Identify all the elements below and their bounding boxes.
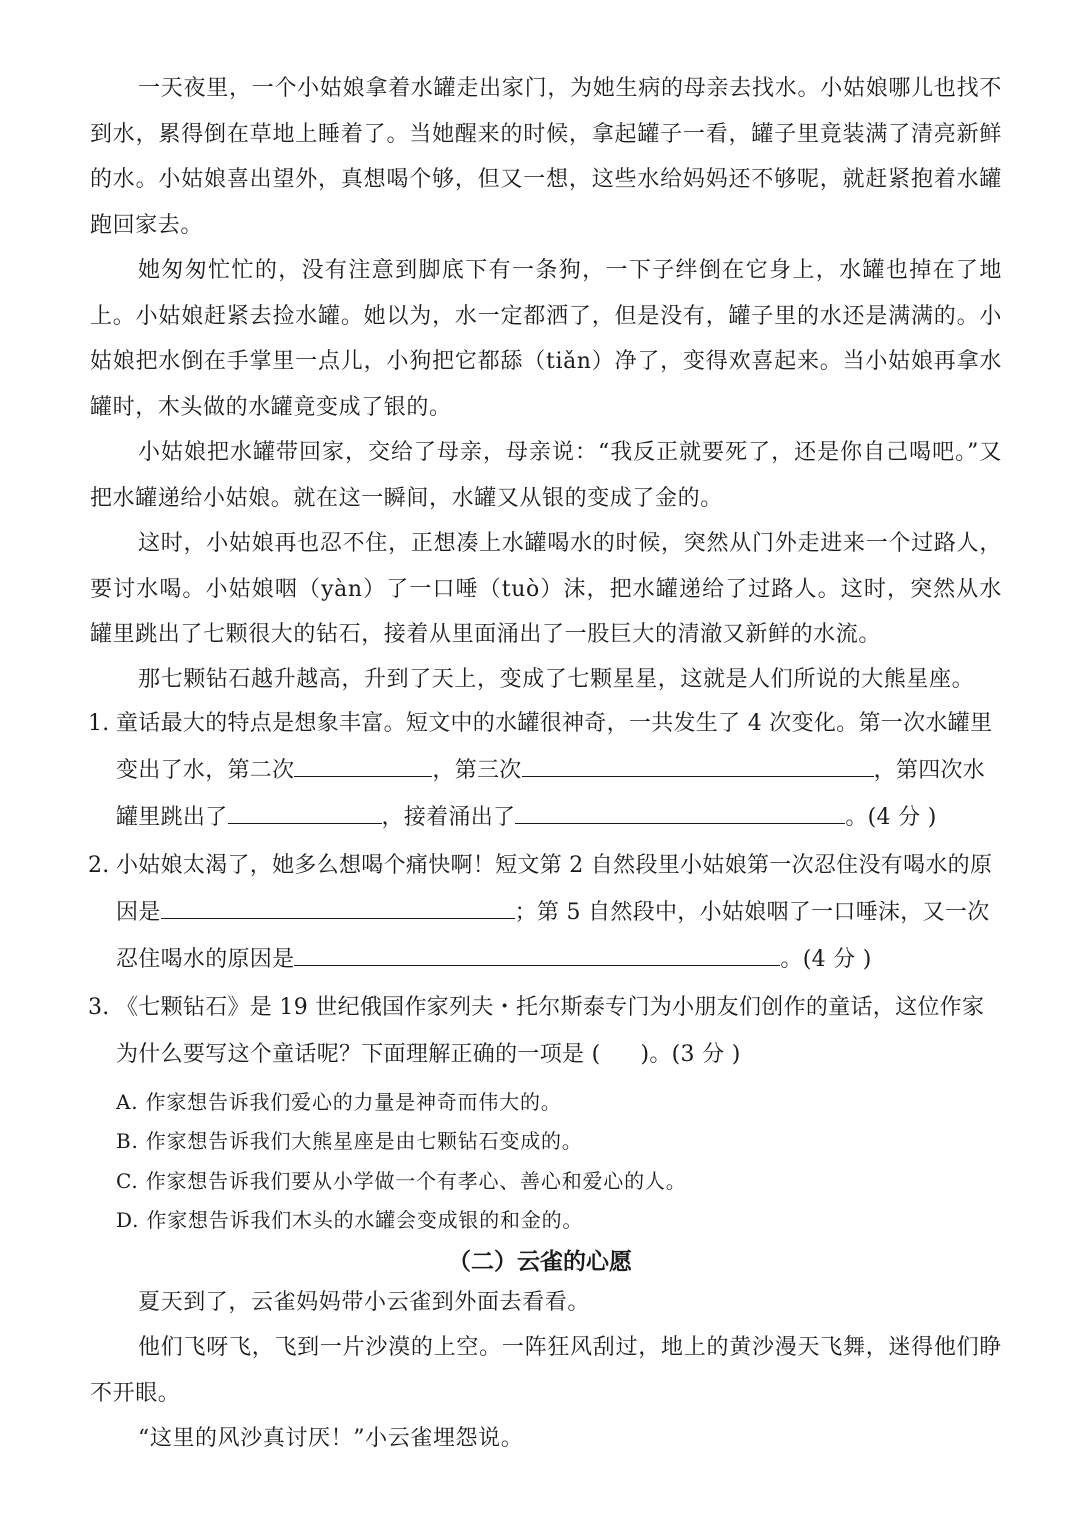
question-2 xyxy=(88,842,1002,983)
question-1 xyxy=(88,700,1002,841)
question-2-text-2a: 因是 xyxy=(116,900,161,925)
question-number: 2. xyxy=(88,853,110,878)
question-2-text: 小姑娘太渴了，她多么想喝个痛快啊！短文第 2 自然段里小姑娘第一次忍住没有喝水的原 xyxy=(116,853,993,878)
question-2-text-3a: 忍住喝水的原因是 xyxy=(116,947,295,972)
question-2-text-2b: ；第 5 自然段中，小姑娘咽了一口唾沫，又一次 xyxy=(514,900,990,925)
section2-paragraph-3: “这里的风沙真讨厌！”小云雀埋怨说。 xyxy=(138,1426,524,1451)
question-1-text: 童话最大的特点是想象丰富。短文中的水罐很神奇，一共发生了 4 次变化。第一次水罐里 xyxy=(116,711,993,736)
answer-blank-third-change[interactable] xyxy=(522,752,874,777)
question-3 xyxy=(88,984,1002,1078)
question-1-text-3b: ，接着涌出了 xyxy=(381,805,516,830)
question-1-text-2b: ，第三次 xyxy=(432,758,522,783)
question-1-text-3c: 。(4 分 ) xyxy=(845,805,937,830)
question-1-text-2c: ，第四次水 xyxy=(873,758,986,783)
answer-blank-second-change[interactable] xyxy=(294,752,432,777)
question-3-text-2a: 为什么要写这个童话呢？下面理解正确的一项是 ( xyxy=(116,1042,601,1067)
answer-blank-first-reason[interactable] xyxy=(161,894,515,919)
question-1-text-2a: 变出了水，第二次 xyxy=(116,758,295,783)
question-1-text-3a: 罐里跳出了 xyxy=(116,805,228,830)
question-2-text-3b: 。(4 分 ) xyxy=(780,947,872,972)
question-number: 3. xyxy=(88,995,110,1020)
question-3-text-2b: )。(3 分 ) xyxy=(640,1042,741,1067)
section-title: （二）云雀的心愿 xyxy=(448,1249,632,1275)
option-c[interactable]: C. 作家想告诉我们要从小学做一个有孝心、善心和爱心的人。 xyxy=(116,1169,687,1193)
story-paragraph-4: 这时，小姑娘再也忍不住，正想凑上水罐喝水的时候，突然从门外走进来一个过路人，要讨水喝。小姑娘咽（yàn）了一口唾（tuò）沫，把水罐递给了过路人。这时，突然从水罐里跳出了七颗很大的钻石，接着从里面涌出了一股巨大的清澈又新鲜的水流。 xyxy=(90,531,1002,647)
answer-blank-second-reason[interactable] xyxy=(294,941,780,966)
story-paragraph-1: 一天夜里，一个小姑娘拿着水罐走出家门，为她生病的母亲去找水。小姑娘哪儿也找不到水，累得倒在草地上睡着了。当她醒来的时候，拿起罐子一看，罐子里竟装满了清亮新鲜的水。小姑娘喜出望外，真想喝个够，但又一想，这些水给妈妈还不够呢，就赶紧抱着水罐跑回家去。 xyxy=(90,76,1002,238)
question-number: 1. xyxy=(88,711,110,736)
option-d[interactable]: D. 作家想告诉我们木头的水罐会变成银的和金的。 xyxy=(116,1208,584,1232)
section2-paragraph-2: 他们飞呀飞，飞到一片沙漠的上空。一阵狂风刮过，地上的黄沙漫天飞舞，迷得他们睁不开眼。 xyxy=(90,1335,1002,1406)
question-3-text: 《七颗钻石》是 19 世纪俄国作家列夫・托尔斯泰专门为小朋友们创作的童话，这位作家 xyxy=(116,995,985,1020)
story-paragraph-3: 小姑娘把水罐带回家，交给了母亲，母亲说：“我反正就要死了，还是你自己喝吧。”又把水罐递给小姑娘。就在这一瞬间，水罐又从银的变成了金的。 xyxy=(90,440,1002,511)
option-a[interactable]: A. 作家想告诉我们爱心的力量是神奇而伟大的。 xyxy=(116,1090,562,1114)
answer-blank-gushed-out[interactable] xyxy=(515,799,845,824)
section2-paragraph-1: 夏天到了，云雀妈妈带小云雀到外面去看看。 xyxy=(138,1290,591,1315)
option-b[interactable]: B. 作家想告诉我们大熊星座是由七颗钻石变成的。 xyxy=(116,1129,583,1153)
story-paragraph-5: 那七颗钻石越升越高，升到了天上，变成了七颗星星，这就是人们所说的大熊星座。 xyxy=(138,667,975,692)
answer-blank-jumped-out[interactable] xyxy=(228,799,382,824)
story-paragraph-2: 她匆匆忙忙的，没有注意到脚底下有一条狗，一下子绊倒在它身上，水罐也掉在了地上。小姑娘赶紧去捡水罐。她以为，水一定都洒了，但是没有，罐子里的水还是满满的。小姑娘把水倒在手掌里一点儿，小狗把它都舔（tiǎn）净了，变得欢喜起来。当小姑娘再拿水罐时，木头做的水罐竟变成了银的。 xyxy=(90,258,1002,420)
